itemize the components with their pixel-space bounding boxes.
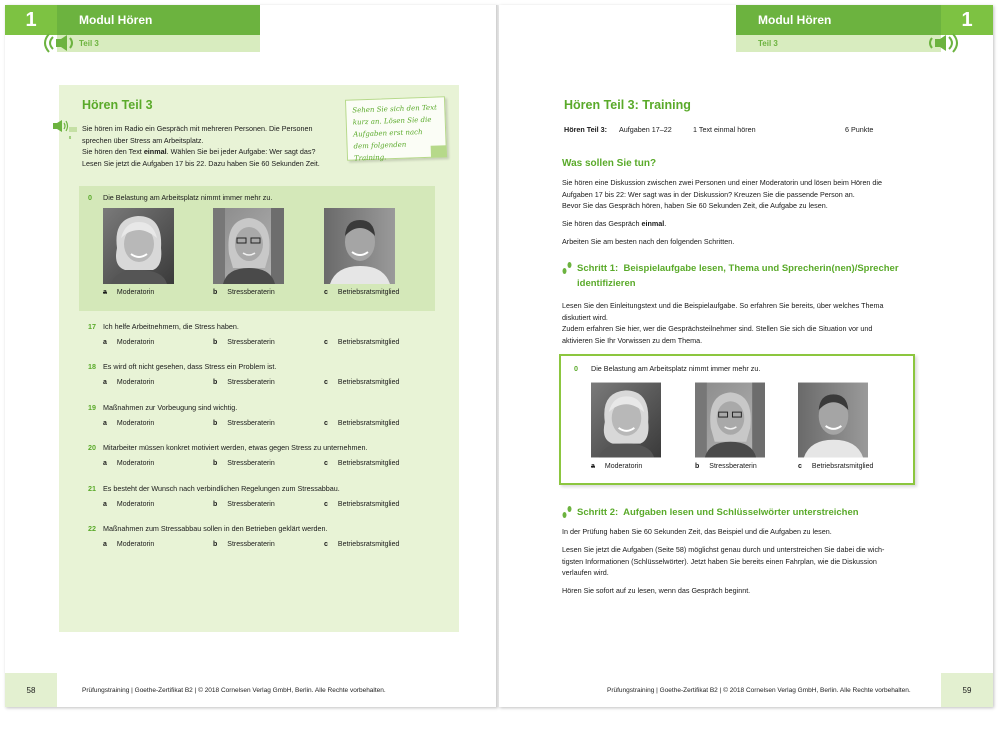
question-statement: Es wird oft nicht gesehen, dass Stress ein Problem ist. bbox=[103, 362, 277, 371]
question-number: 19 bbox=[88, 403, 96, 412]
question-option-c[interactable]: c Betriebsratsmitglied bbox=[324, 339, 400, 346]
question-statement: Mitarbeiter müssen konkret motiviert werden, etwas gegen Stress zu unternehmen. bbox=[103, 443, 368, 452]
photo-stressberaterin bbox=[213, 208, 284, 284]
question-option-a[interactable]: a Moderatorin bbox=[103, 420, 155, 427]
step1-heading-line2: identifizieren bbox=[577, 278, 636, 289]
footsteps-icon bbox=[561, 505, 573, 519]
step1-line-4: aktivieren Sie Ihr Vorwissen zu dem Thema. bbox=[562, 335, 703, 345]
para1-line-2: Aufgaben 17 bis 22: Wer sagt was in der Diskussion? Kreuzen Sie die passende Person an. bbox=[562, 189, 855, 199]
step2-line-5: Hören Sie sofort auf zu lesen, wenn das Gespräch beginnt. bbox=[562, 586, 751, 595]
example-option-c[interactable]: c Betriebsratsmitglied bbox=[324, 289, 400, 296]
footer-text: Prüfungstraining | Goethe-Zertifikat B2 | © 2018 Cornelsen Verlag GmbH, Berlin. Alle Rechte vorbehalten. bbox=[607, 686, 911, 694]
question-number: 18 bbox=[88, 362, 96, 371]
part-label: Teil 3 bbox=[736, 35, 941, 52]
step2-line-3: tigsten Informationen (Schlüsselwörter). Jetzt haben Sie bereits einen Fahrplan, wie die Diskussion bbox=[562, 556, 877, 566]
para1-line-3: Bevor Sie das Gespräch hören, haben Sie 60 Sekunden Zeit, die Aufgabe zu lesen. bbox=[562, 201, 828, 210]
example-number: 0 bbox=[88, 193, 92, 202]
question-statement: Es besteht der Wunsch nach verbindlichen Regelungen zum Stressabbau. bbox=[103, 484, 340, 493]
example-option-b[interactable]: b Stressberaterin bbox=[213, 289, 275, 296]
page-heading: Hören Teil 3 bbox=[82, 98, 153, 112]
intro-line-1: Sie hören im Radio ein Gespräch mit mehreren Personen. Die Personen bbox=[82, 124, 313, 133]
example-statement: Die Belastung am Arbeitsplatz nimmt immer mehr zu. bbox=[591, 364, 761, 373]
intro-line-4: Lesen Sie jetzt die Aufgaben 17 bis 22. Dazu haben Sie 60 Sekunden Zeit. bbox=[82, 158, 320, 168]
info-points: 6 Punkte bbox=[845, 125, 874, 134]
question-statement: Maßnahmen zur Vorbeugung sind wichtig. bbox=[103, 403, 238, 412]
photo-moderatorin bbox=[591, 382, 661, 458]
chapter-number: 1 bbox=[5, 5, 57, 35]
step2-line-2: Lesen Sie jetzt die Aufgaben (Seite 58) möglichst genau durch und unterstreichen Sie dabei die wich- bbox=[562, 545, 885, 554]
question-option-c[interactable]: c Betriebsratsmitglied bbox=[324, 541, 400, 548]
page-number: 58 bbox=[5, 673, 57, 707]
step1-line-2: diskutiert wird. bbox=[562, 312, 608, 322]
question-option-c[interactable]: c Betriebsratsmitglied bbox=[324, 460, 400, 467]
example-option-c[interactable]: c Betriebsratsmitglied bbox=[798, 463, 874, 470]
step2-line-4: verlaufen wird. bbox=[562, 568, 609, 577]
question-option-b[interactable]: b Stressberaterin bbox=[213, 420, 275, 427]
para2: Sie hören das Gespräch einmal. bbox=[562, 219, 667, 228]
question-statement: Ich helfe Arbeitnehmern, die Stress haben. bbox=[103, 322, 239, 331]
question-number: 20 bbox=[88, 443, 96, 452]
example-option-a[interactable]: a Moderatorin bbox=[103, 289, 155, 296]
question-option-a[interactable]: a Moderatorin bbox=[103, 460, 155, 467]
page-heading: Hören Teil 3: Training bbox=[564, 98, 691, 112]
intro-line-3: Sie hören den Text einmal. Wählen Sie bei jeder Aufgabe: Wer sagt das? bbox=[82, 147, 316, 156]
question-option-b[interactable]: b Stressberaterin bbox=[213, 501, 275, 508]
step2-heading: Schritt 2: Aufgaben lesen und Schlüsselwörter unterstreichen bbox=[577, 507, 859, 518]
page-number: 59 bbox=[941, 673, 993, 707]
audio-waves-icon bbox=[39, 33, 79, 53]
para3: Arbeiten Sie am besten nach den folgenden Schritten. bbox=[562, 237, 735, 246]
question-option-b[interactable]: b Stressberaterin bbox=[213, 460, 275, 467]
speaker-icon bbox=[52, 119, 78, 133]
footer bbox=[499, 673, 993, 707]
question-option-c[interactable]: c Betriebsratsmitglied bbox=[324, 420, 400, 427]
step1-heading: Schritt 1: Beispielaufgabe lesen, Thema und Sprecherin(nen)/Sprecher bbox=[577, 263, 899, 274]
step1-line-1: Lesen Sie den Einleitungstext und die Beispielaufgabe. So erfahren Sie bereits, über welches Thema bbox=[562, 301, 884, 310]
hint-note: Sehen Sie sich den Text kurz an. Lösen Sie die Aufgaben erst nach dem folgenden Training. bbox=[345, 96, 447, 160]
para1-line-1: Sie hören eine Diskussion zwischen zwei Personen und einer Moderatorin und lösen beim Hören die bbox=[562, 178, 883, 187]
question-option-a[interactable]: a Moderatorin bbox=[103, 339, 155, 346]
question-statement: Maßnahmen zum Stressabbau sollen in den Betrieben geklärt werden. bbox=[103, 524, 328, 533]
left-page bbox=[5, 5, 497, 707]
part-label: Teil 3 bbox=[57, 35, 260, 52]
question-option-b[interactable]: b Stressberaterin bbox=[213, 379, 275, 386]
footer bbox=[5, 673, 497, 707]
footer-text: Prüfungstraining | Goethe-Zertifikat B2 | © 2018 Cornelsen Verlag GmbH, Berlin. Alle Rechte vorbehalten. bbox=[82, 686, 386, 694]
photo-moderatorin bbox=[103, 208, 174, 284]
photo-betriebsratsmitglied bbox=[324, 208, 395, 284]
question-option-a[interactable]: a Moderatorin bbox=[103, 541, 155, 548]
info-label: Hören Teil 3: bbox=[564, 125, 607, 134]
question-option-a[interactable]: a Moderatorin bbox=[103, 501, 155, 508]
info-tasks: Aufgaben 17–22 bbox=[619, 125, 672, 134]
example-number: 0 bbox=[574, 364, 578, 373]
question-option-c[interactable]: c Betriebsratsmitglied bbox=[324, 379, 400, 386]
audio-track-number: 8 bbox=[68, 135, 72, 140]
question-option-b[interactable]: b Stressberaterin bbox=[213, 541, 275, 548]
section-heading: Was sollen Sie tun? bbox=[562, 158, 657, 169]
question-number: 21 bbox=[88, 484, 96, 493]
photo-betriebsratsmitglied bbox=[798, 382, 868, 458]
question-option-a[interactable]: a Moderatorin bbox=[103, 379, 155, 386]
chapter-number: 1 bbox=[941, 5, 993, 35]
photo-stressberaterin bbox=[695, 382, 765, 458]
example-option-b[interactable]: b Stressberaterin bbox=[695, 463, 757, 470]
step1-line-3: Zudem erfahren Sie hier, wer die Gesprächsteilnehmer sind. Stellen Sie sich die Situation vor und bbox=[562, 324, 873, 333]
question-option-b[interactable]: b Stressberaterin bbox=[213, 339, 275, 346]
module-title: Modul Hören bbox=[57, 5, 260, 35]
intro-line-2: sprechen über Stress am Arbeitsplatz. bbox=[82, 135, 204, 145]
module-title: Modul Hören bbox=[736, 5, 941, 35]
question-number: 17 bbox=[88, 322, 96, 331]
footsteps-icon bbox=[561, 261, 573, 275]
example-option-a[interactable]: a Moderatorin bbox=[591, 463, 643, 470]
step2-line-1: In der Prüfung haben Sie 60 Sekunden Zeit, das Beispiel und die Aufgaben zu lesen. bbox=[562, 527, 832, 536]
question-number: 22 bbox=[88, 524, 96, 533]
info-text: 1 Text einmal hören bbox=[693, 125, 756, 134]
question-option-c[interactable]: c Betriebsratsmitglied bbox=[324, 501, 400, 508]
example-statement: Die Belastung am Arbeitsplatz nimmt immer mehr zu. bbox=[103, 193, 273, 202]
audio-waves-icon bbox=[923, 33, 963, 53]
